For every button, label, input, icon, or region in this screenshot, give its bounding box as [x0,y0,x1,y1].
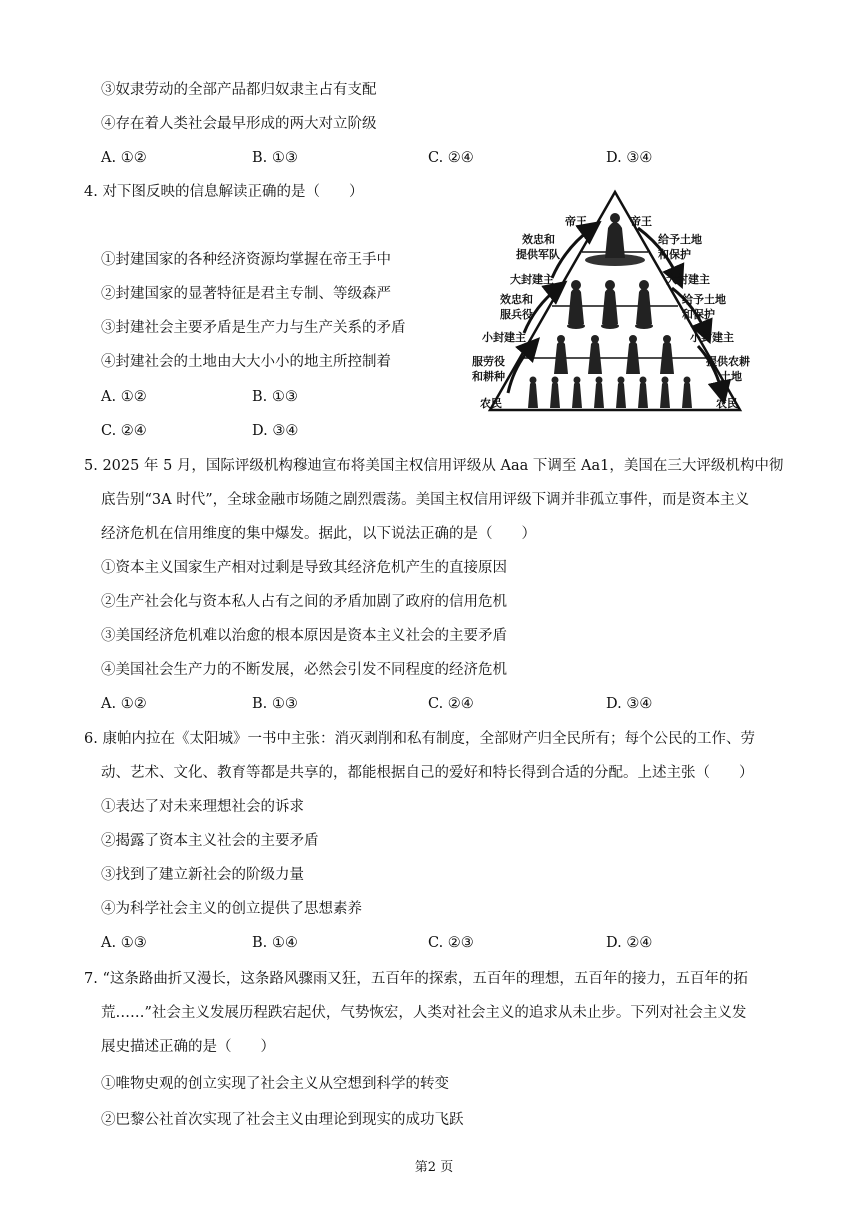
label-labor-1: 服劳役 [472,355,505,368]
label-big-lord-right: 大封建主 [666,273,710,286]
label-farmland-2: 土地 [720,370,742,383]
label-give-land-1b: 和保护 [658,248,691,261]
q4-item-1: ①封建国家的各种经济资源均掌握在帝王手中 [101,252,391,268]
label-big-lord-left: 大封建主 [510,273,554,286]
q4-option-a: A. ①② [101,389,147,405]
q3-option-b: B. ①③ [252,150,298,166]
q7-item-2: ②巴黎公社首次实现了社会主义由理论到现实的成功飞跃 [101,1112,464,1128]
label-peasant-left: 农民 [480,397,502,410]
label-small-lord-left: 小封建主 [482,331,526,344]
arrow-up-3 [508,346,532,393]
q4-option-d: D. ③④ [252,423,299,439]
label-king-left: 帝王 [565,215,587,228]
label-give-land-2b: 和保护 [682,308,715,321]
arrow-down-3 [698,346,722,393]
label-loyal-service-2: 服兵役 [500,308,533,321]
small-lord-figures [554,335,674,374]
q6-item-1: ①表达了对未来理想社会的诉求 [101,799,304,815]
label-give-land-2a: 给予土地 [682,293,726,306]
q6-option-d: D. ②④ [606,935,653,951]
big-lord-figures [567,280,653,329]
label-loyal-military-2: 提供军队 [516,248,560,261]
q3-option-a: A. ①② [101,150,147,166]
q5-item-3: ③美国经济危机难以治愈的根本原因是资本主义社会的主要矛盾 [101,628,507,644]
label-small-lord-right: 小封建主 [690,331,734,344]
q5-option-b: B. ①③ [252,696,298,712]
q7-stem-line-2: 荒……”社会主义发展历程跌宕起伏，气势恢宏，人类对社会主义的追求从未止步。下列对社会主义发 [101,1005,747,1021]
q5-item-1: ①资本主义国家生产相对过剩是导致其经济危机产生的直接原因 [101,560,507,576]
label-loyal-service-1: 效忠和 [500,293,533,306]
q3-item-4: ④存在着人类社会最早形成的两大对立阶级 [101,116,377,132]
q7-item-1: ①唯物史观的创立实现了社会主义从空想到科学的转变 [101,1076,449,1092]
q3-option-c: C. ②④ [428,150,474,166]
q4-item-2: ②封建国家的显著特征是君主专制、等级森严 [101,286,391,302]
q5-option-a: A. ①② [101,696,147,712]
q6-option-b: B. ①④ [252,935,298,951]
q5-item-4: ④美国社会生产力的不断发展，必然会引发不同程度的经济危机 [101,662,507,678]
label-labor-2: 和耕种 [472,370,505,383]
q5-stem-line-3: 经济危机在信用维度的集中爆发。据此，以下说法正确的是（ ） [101,526,536,542]
q5-stem-line-1: 5. 2025 年 5 月，国际评级机构穆迪宣布将美国主权信用评级从 Aaa 下调至 Aa1，美国在三大评级机构中彻 [84,458,784,474]
q3-item-3: ③奴隶劳动的全部产品都归奴隶主占有支配 [101,82,377,98]
q6-option-c: C. ②③ [428,935,474,951]
q7-stem-line-1: 7. “这条路曲折又漫长，这条路风骤雨又狂，五百年的探索，五百年的理想，五百年的接力，五百年的拓 [84,971,748,987]
page-number: 第2 页 [414,1160,454,1175]
q6-item-3: ③找到了建立新社会的阶级力量 [101,867,304,883]
q5-item-2: ②生产社会化与资本私人占有之间的矛盾加剧了政府的信用危机 [101,594,507,610]
q4-option-b: B. ①③ [252,389,298,405]
q4-item-4: ④封建社会的土地由大大小小的地主所控制着 [101,354,391,370]
label-loyal-military-1: 效忠和 [522,233,555,246]
q7-stem-line-3: 展史描述正确的是（ ） [101,1039,275,1055]
q5-option-d: D. ③④ [606,696,653,712]
feudal-pyramid-diagram [470,188,760,418]
q6-stem-line-1: 6. 康帕内拉在《太阳城》一书中主张：消灭剥削和私有制度，全部财产归全民所有；每个公民的工作、劳 [84,731,755,747]
label-farmland-1: 提供农耕 [706,355,750,368]
q6-option-a: A. ①③ [101,935,147,951]
peasant-figures [528,377,692,409]
q4-item-3: ③封建社会主要矛盾是生产力与生产关系的矛盾 [101,320,406,336]
q4-option-c: C. ②④ [101,423,147,439]
q3-option-d: D. ③④ [606,150,653,166]
q4-stem: 4. 对下图反映的信息解读正确的是（ ） [84,184,364,200]
q6-stem-line-2: 动、艺术、文化、教育等都是共享的，都能根据自己的爱好和特长得到合适的分配。上述主张（ ） [101,765,754,781]
label-king-right: 帝王 [630,215,652,228]
label-give-land-1a: 给予土地 [658,233,702,246]
q5-stem-line-2: 底告别“3A 时代”，全球金融市场随之剧烈震荡。美国主权信用评级下调并非孤立事件，而是资本主义 [101,492,750,508]
q6-item-2: ②揭露了资本主义社会的主要矛盾 [101,833,319,849]
q5-option-c: C. ②④ [428,696,474,712]
label-peasant-right: 农民 [716,397,738,410]
q6-item-4: ④为科学社会主义的创立提供了思想素养 [101,901,362,917]
